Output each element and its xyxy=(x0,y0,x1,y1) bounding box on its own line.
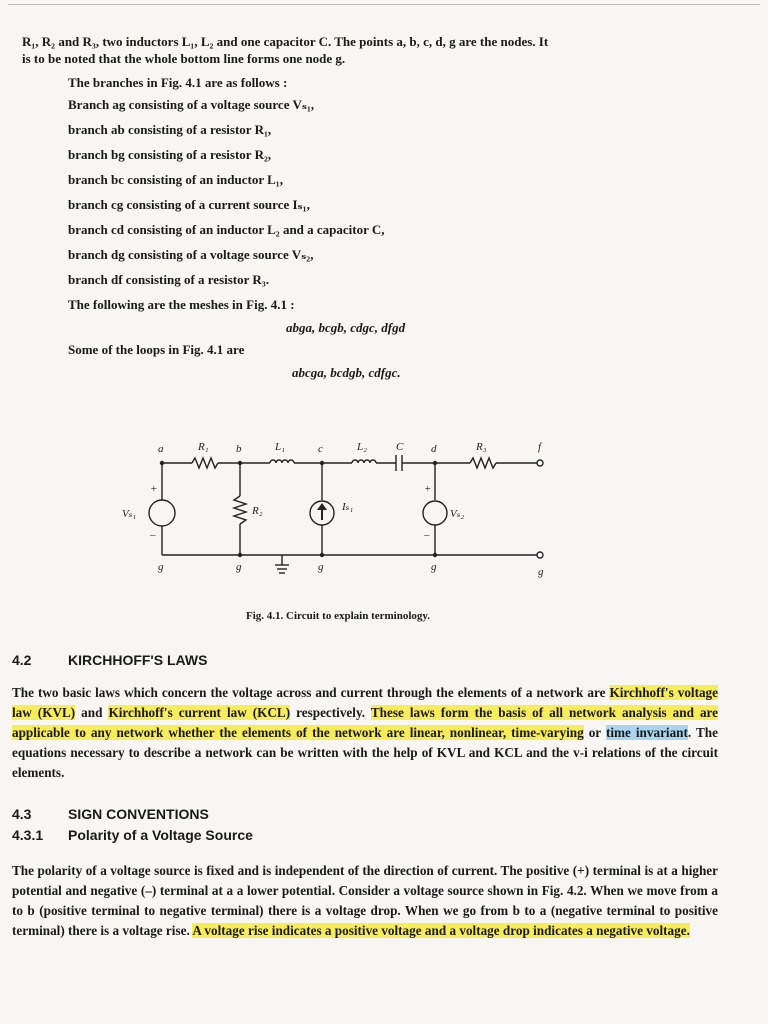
section-4-3-1-heading xyxy=(12,827,253,843)
kirchhoff-text-3: respectively. xyxy=(290,705,371,720)
loops-heading: Some of the loops in Fig. 4.1 are xyxy=(68,342,245,357)
label-node-d: d xyxy=(431,443,437,455)
source-vs1 xyxy=(149,500,175,526)
figure-caption: Fig. 4.1. Circuit to explain terminology. xyxy=(246,610,431,622)
section-4-3-heading xyxy=(12,806,209,822)
node-a-dot xyxy=(160,461,164,465)
intro-line-2: is to be noted that the whole bottom line forms one node g. xyxy=(22,51,346,66)
label-vs2-minus: – xyxy=(424,529,430,541)
label-node-f: f xyxy=(538,441,542,453)
label-vs1: Vₛ₁ xyxy=(122,508,137,520)
label-is1: Iₛ₁ xyxy=(342,501,354,513)
meshes-list: abga, bcgb, cdgc, dfgd xyxy=(286,320,406,335)
node-g-dot-2 xyxy=(320,553,324,557)
meshes-heading: The following are the meshes in Fig. 4.1 : xyxy=(68,297,295,312)
kirchhoff-text-1: The two basic laws which concern the voltage across and current through the elements of a network are xyxy=(12,685,610,700)
section-4-3-number: 4.3 xyxy=(12,806,32,822)
kirchhoff-text-4: or xyxy=(583,725,606,740)
branch-cg: branch cg consisting of a current source Iₛ₁, xyxy=(68,197,310,212)
laws-basis-highlight: These laws form the basis of all network analysis and are applicable to any network whether the elements of the network are linear, nonlinear, time-varying xyxy=(12,705,719,740)
inductor-l1 xyxy=(270,460,294,463)
node-g-dot-1 xyxy=(238,553,242,557)
time-invariant-highlight: time invariant xyxy=(605,725,688,740)
kcl-highlight: Kirchhoff's current law (KCL) xyxy=(108,705,291,720)
label-node-a: a xyxy=(158,443,164,455)
polarity-paragraph xyxy=(12,861,718,941)
intro-line-1: R₁, R₂ and R₃, two inductors L₁, L₂ and one capacitor C. The points a, b, c, d, g are the nodes. It xyxy=(22,34,549,49)
section-4-2-title: KIRCHHOFF'S LAWS xyxy=(68,652,208,668)
branch-dg: branch dg consisting of a voltage source Vₛ₂, xyxy=(68,247,314,262)
label-l2: L₂ xyxy=(357,441,367,453)
branch-ag: Branch ag consisting of a voltage source Vₛ₁, xyxy=(68,97,315,112)
section-4-3-title: SIGN CONVENTIONS xyxy=(68,806,209,822)
node-g-dot-3 xyxy=(433,553,437,557)
label-c: C xyxy=(396,441,404,453)
label-vs1-minus: – xyxy=(150,529,156,541)
section-4-2-heading xyxy=(12,652,207,668)
label-g-5: g xyxy=(538,566,544,578)
kvl-highlight: Kirchhoff's voltage law (KVL) xyxy=(12,685,719,720)
branch-ab: branch ab consisting of a resistor R₁, xyxy=(68,122,272,137)
label-node-b: b xyxy=(236,443,242,455)
label-node-c: c xyxy=(318,443,323,455)
top-rule xyxy=(8,4,760,5)
node-c-dot xyxy=(320,461,324,465)
resistor-r3 xyxy=(470,458,496,468)
circuit-diagram xyxy=(110,430,570,590)
label-vs2-plus: + xyxy=(424,483,432,495)
loops-list: abcga, bcdgb, cdfgc. xyxy=(292,365,401,380)
section-4-3-1-title: Polarity of a Voltage Source xyxy=(68,827,253,843)
label-g-1: g xyxy=(158,561,164,573)
terminal-g xyxy=(537,552,543,558)
label-vs1-plus: + xyxy=(150,483,158,495)
branch-df: branch df consisting of a resistor R₃. xyxy=(68,272,269,287)
resistor-r2 xyxy=(234,496,246,524)
inductor-l2 xyxy=(352,460,376,463)
label-g-2: g xyxy=(236,561,242,573)
intro-paragraph xyxy=(22,33,722,67)
voltage-rise-highlight: A voltage rise indicates a positive voltage and a voltage drop indicates a negative voltage. xyxy=(192,923,690,938)
label-l1: L₁ xyxy=(275,441,285,453)
resistor-r1 xyxy=(192,458,218,468)
label-r3: R₃ xyxy=(476,441,487,453)
branch-bc: branch bc consisting of an inductor L₁, xyxy=(68,172,283,187)
polarity-text-1: The polarity of a voltage source is fixed and is independent of the direction of current. The positive (+) terminal is at a higher potential and negative (–) terminal at a a lower potential. Consider a voltage source shown in Fig. 4.2. When we move from a to b (positive terminal to negative terminal) there is a voltage drop. When we go from b to a (negative terminal to positive terminal) there is a voltage rise. xyxy=(12,863,718,938)
kirchhoff-text-5: . The equations necessary to describe a network can be written with the help of KVL and KCL and the v-i relations of the circuit elements. xyxy=(12,725,718,780)
branches-heading: The branches in Fig. 4.1 are as follows : xyxy=(68,75,288,90)
is1-arrow-head xyxy=(317,503,327,510)
label-g-4: g xyxy=(431,561,437,573)
label-g-3: g xyxy=(318,561,324,573)
kirchhoff-paragraph xyxy=(12,683,718,783)
node-b-dot xyxy=(238,461,242,465)
label-r1: R₁ xyxy=(198,441,209,453)
terminal-f xyxy=(537,460,543,466)
node-d-dot xyxy=(433,461,437,465)
source-vs2 xyxy=(423,501,447,525)
label-vs2: Vₛ₂ xyxy=(450,508,465,520)
branch-cd: branch cd consisting of an inductor L₂ and a capacitor C, xyxy=(68,222,385,237)
branch-bg: branch bg consisting of a resistor R₂, xyxy=(68,147,272,162)
section-4-3-1-number: 4.3.1 xyxy=(12,827,44,843)
section-4-2-number: 4.2 xyxy=(12,652,32,668)
kirchhoff-text-2: and xyxy=(75,705,109,720)
label-r2: R₂ xyxy=(252,505,263,517)
